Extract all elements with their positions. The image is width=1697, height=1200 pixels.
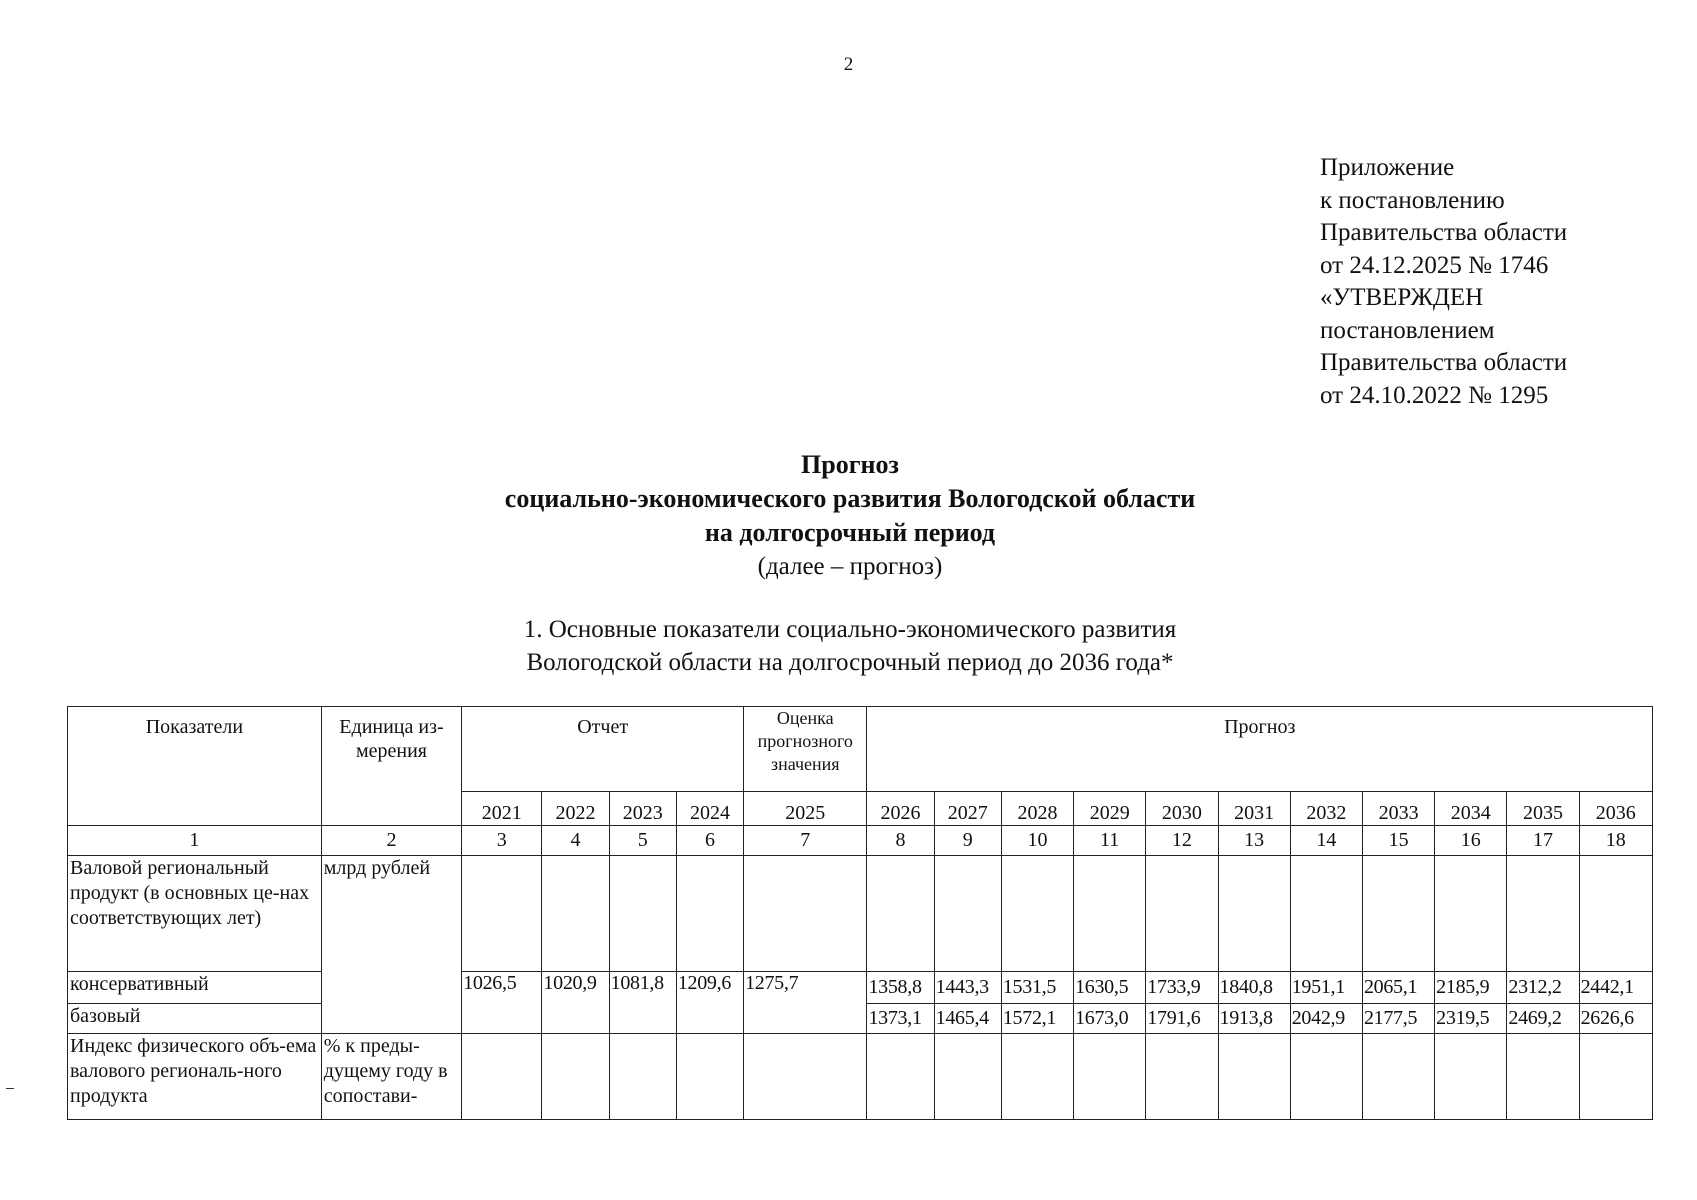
- column-number: 6: [676, 826, 743, 856]
- column-number: 4: [542, 826, 609, 856]
- empty-cell: [1435, 856, 1507, 972]
- value-cell: 1358,8: [867, 972, 934, 1004]
- section-title-line: 1. Основные показатели социально-экономического развития: [523, 616, 1177, 643]
- approval-line: Приложение: [1320, 154, 1455, 181]
- year-cell: 2024: [676, 792, 743, 826]
- approval-line: от 24.10.2022 № 1295: [1320, 381, 1549, 409]
- column-number: 2: [321, 826, 461, 856]
- value-cell: 1572,1: [1001, 1004, 1073, 1034]
- empty-cell: [867, 856, 934, 972]
- column-number: 11: [1074, 826, 1146, 856]
- approval-line: постановлением: [1320, 316, 1495, 344]
- gdp-unit: млрд рублей: [321, 856, 461, 1034]
- value-cell: 1531,5: [1001, 972, 1073, 1004]
- table-row: [68, 856, 1653, 972]
- empty-cell: [1507, 1034, 1579, 1120]
- value-cell: 2177,5: [1362, 1004, 1434, 1034]
- column-number: 12: [1146, 826, 1218, 856]
- page-number: 2: [843, 54, 854, 75]
- year-cell: 2026: [867, 792, 934, 826]
- empty-cell: [1074, 1034, 1146, 1120]
- base-label: базовый: [68, 1004, 322, 1034]
- header-forecast: Прогноз: [867, 707, 1653, 792]
- approval-block: [1320, 152, 1680, 412]
- year-cell: 2035: [1507, 792, 1579, 826]
- column-number: 8: [867, 826, 934, 856]
- column-numbers-row: [68, 826, 1653, 856]
- value-cell: 1026,5: [462, 972, 542, 1034]
- column-number: 9: [934, 826, 1001, 856]
- header-report: Отчет: [462, 707, 744, 792]
- table-header-row: [68, 707, 1653, 792]
- table-row: [68, 1034, 1653, 1120]
- year-cell: 2036: [1579, 792, 1652, 826]
- value-cell: 1733,9: [1146, 972, 1218, 1004]
- approval-line: Правительства области: [1320, 219, 1568, 246]
- empty-cell: [744, 1034, 867, 1120]
- column-number: 18: [1579, 826, 1652, 856]
- section-title-line: Вологодской области на долгосрочный период до 2036 года*: [526, 649, 1174, 676]
- year-cell: 2022: [542, 792, 609, 826]
- empty-cell: [676, 856, 743, 972]
- empty-cell: [1290, 1034, 1362, 1120]
- empty-cell: [1362, 1034, 1434, 1120]
- column-number: 3: [462, 826, 542, 856]
- value-cell: 2185,9: [1435, 972, 1507, 1004]
- document-title: [470, 448, 1230, 584]
- year-cell: 2032: [1290, 792, 1362, 826]
- year-cell: 2029: [1074, 792, 1146, 826]
- index-unit: % к преды-дущему году в сопостави-: [321, 1034, 461, 1120]
- header-estimate: Оценка прогнозного значения: [744, 707, 867, 792]
- column-number: 5: [609, 826, 676, 856]
- title-note: (далее – прогноз): [757, 553, 943, 580]
- empty-cell: [934, 1034, 1001, 1120]
- header-indicators: Показатели: [68, 707, 322, 826]
- year-cell: 2023: [609, 792, 676, 826]
- index-label: Индекс физического объ-ема валового региональ-ного продукта: [68, 1034, 322, 1120]
- section-title: [460, 613, 1240, 679]
- column-number: 13: [1218, 826, 1290, 856]
- approval-line: «УТВЕРЖДЕН: [1320, 284, 1484, 311]
- value-cell: 1020,9: [542, 972, 609, 1034]
- value-cell: 1791,6: [1146, 1004, 1218, 1034]
- gdp-label: Валовой региональный продукт (в основных це-нах соответствующих лет): [68, 856, 322, 972]
- column-number: 17: [1507, 826, 1579, 856]
- value-cell: 1673,0: [1074, 1004, 1146, 1034]
- value-cell: 2319,5: [1435, 1004, 1507, 1034]
- value-cell: 1081,8: [609, 972, 676, 1034]
- value-cell: 2312,2: [1507, 972, 1579, 1004]
- value-cell: 1275,7: [744, 972, 867, 1034]
- column-number: 16: [1435, 826, 1507, 856]
- empty-cell: [1146, 1034, 1218, 1120]
- value-cell: 1630,5: [1074, 972, 1146, 1004]
- value-cell: 2442,1: [1579, 972, 1652, 1004]
- empty-cell: [744, 856, 867, 972]
- title-line: социально-экономического развития Вологодской области: [504, 484, 1196, 513]
- column-number: 1: [68, 826, 322, 856]
- year-cell: 2021: [462, 792, 542, 826]
- empty-cell: [1435, 1034, 1507, 1120]
- value-cell: 1209,6: [676, 972, 743, 1034]
- year-cell: 2031: [1218, 792, 1290, 826]
- empty-cell: [462, 1034, 542, 1120]
- approval-line: Правительства области: [1320, 349, 1568, 376]
- value-cell: 2469,2: [1507, 1004, 1579, 1034]
- header-unit: Единица из-мерения: [321, 707, 461, 826]
- year-cell: 2030: [1146, 792, 1218, 826]
- column-number: 7: [744, 826, 867, 856]
- empty-cell: [1579, 1034, 1652, 1120]
- empty-cell: [1218, 856, 1290, 972]
- value-cell: 2042,9: [1290, 1004, 1362, 1034]
- value-cell: 2626,6: [1579, 1004, 1652, 1034]
- empty-cell: [1290, 856, 1362, 972]
- value-cell: 1840,8: [1218, 972, 1290, 1004]
- empty-cell: [542, 1034, 609, 1120]
- empty-cell: [867, 1034, 934, 1120]
- value-cell: 1913,8: [1218, 1004, 1290, 1034]
- empty-cell: [1362, 856, 1434, 972]
- empty-cell: [462, 856, 542, 972]
- indicators-table: [67, 706, 1653, 1120]
- empty-cell: [676, 1034, 743, 1120]
- value-cell: 1443,3: [934, 972, 1001, 1004]
- approval-line: к постановлению: [1320, 186, 1505, 214]
- empty-cell: [1507, 856, 1579, 972]
- empty-cell: [1579, 856, 1652, 972]
- empty-cell: [1001, 856, 1073, 972]
- column-number: 14: [1290, 826, 1362, 856]
- empty-cell: [934, 856, 1001, 972]
- empty-cell: [609, 1034, 676, 1120]
- empty-cell: [542, 856, 609, 972]
- conservative-label: консервативный: [68, 972, 322, 1004]
- year-cell: 2028: [1001, 792, 1073, 826]
- table-row: [68, 972, 1653, 1004]
- title-line: на долгосрочный период: [704, 518, 996, 547]
- value-cell: 1465,4: [934, 1004, 1001, 1034]
- year-cell: 2034: [1435, 792, 1507, 826]
- empty-cell: [609, 856, 676, 972]
- empty-cell: [1001, 1034, 1073, 1120]
- year-cell: 2027: [934, 792, 1001, 826]
- title-line: Прогноз: [801, 450, 899, 479]
- column-number: 15: [1362, 826, 1434, 856]
- value-cell: 2065,1: [1362, 972, 1434, 1004]
- empty-cell: [1146, 856, 1218, 972]
- empty-cell: [1074, 856, 1146, 972]
- value-cell: 1373,1: [867, 1004, 934, 1034]
- approval-line: от 24.12.2025 № 1746: [1320, 251, 1549, 279]
- year-cell: 2025: [744, 792, 867, 826]
- year-cell: 2033: [1362, 792, 1434, 826]
- empty-cell: [1218, 1034, 1290, 1120]
- column-number: 10: [1001, 826, 1073, 856]
- value-cell: 1951,1: [1290, 972, 1362, 1004]
- margin-mark: [6, 1088, 14, 1089]
